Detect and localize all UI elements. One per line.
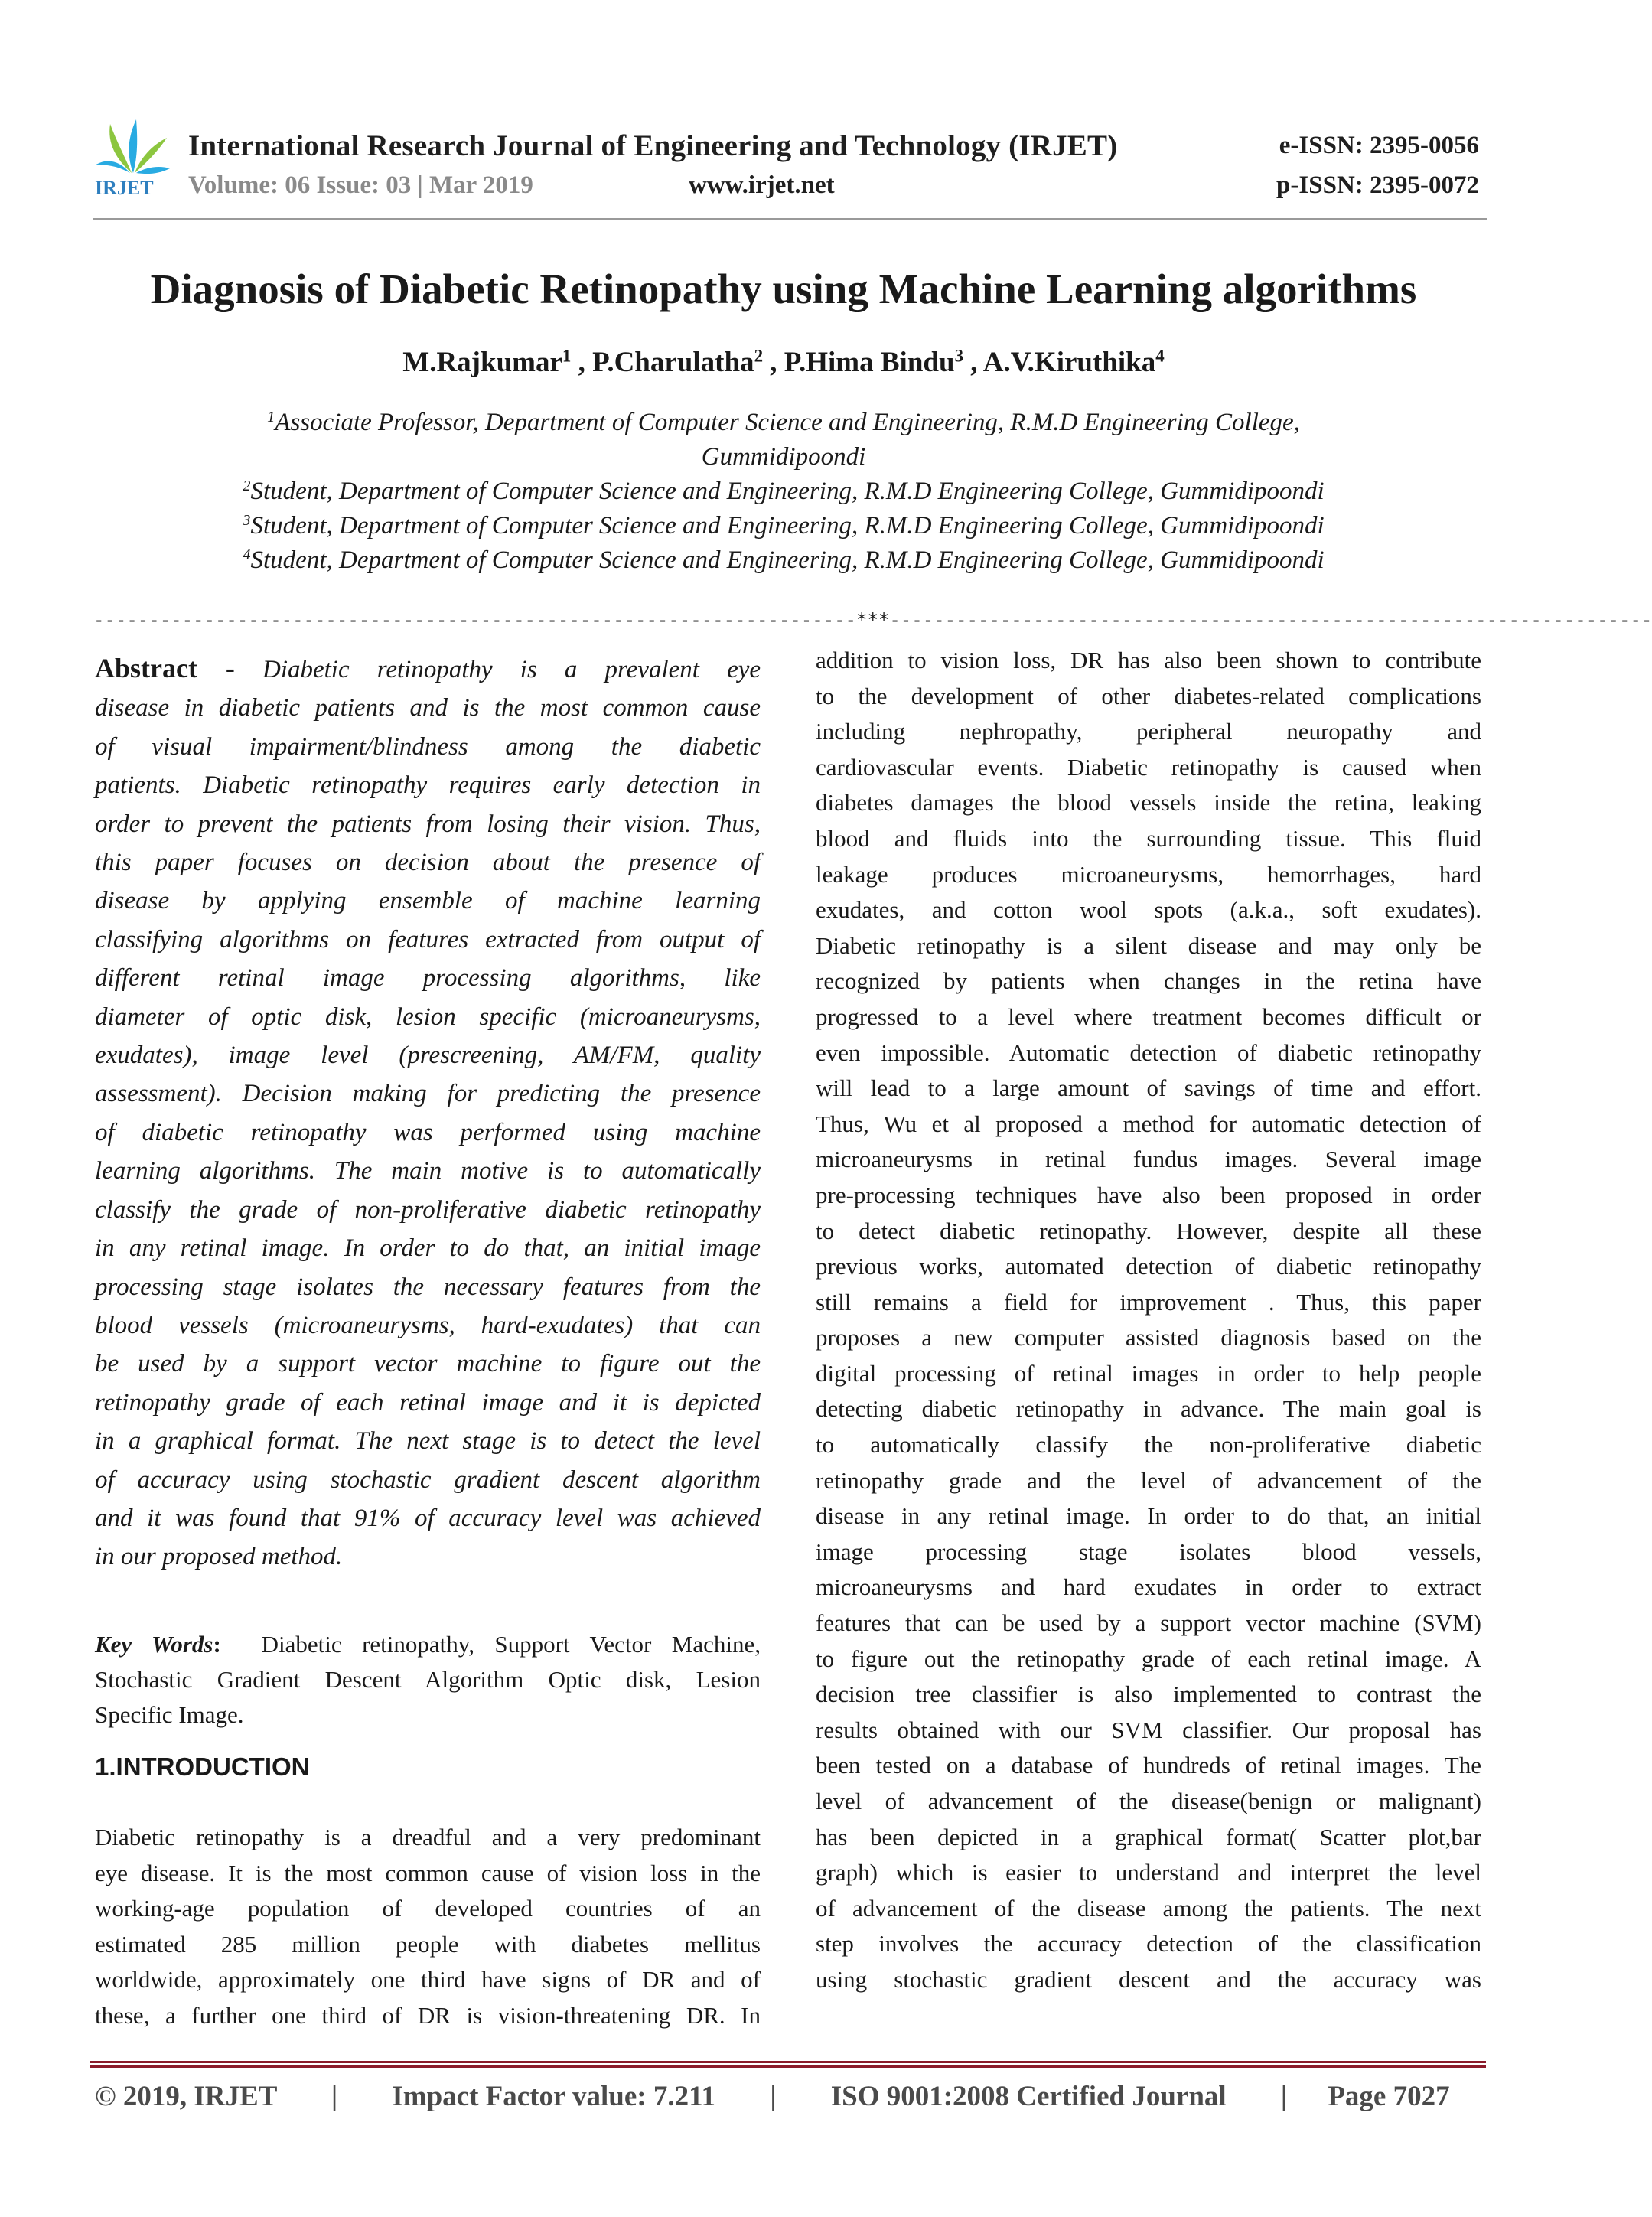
body-line: to detect diabetic retinopathy. However, despite all these: [816, 1217, 1481, 1244]
body-line: to the development of other diabetes-related complications: [816, 682, 1481, 709]
journal-title: International Research Journal of Engineering and Technology (IRJET): [188, 129, 1118, 162]
body-line: pre-processing techniques have also been proposed in order: [816, 1181, 1481, 1208]
body-line: detecting diabetic retinopathy in advance. The main goal is: [816, 1395, 1481, 1423]
body-line: exudates, and cotton wool spots (a.k.a., soft exudates).: [816, 896, 1481, 924]
affiliation-text: Student, Department of Computer Science and Engineering, R.M.D Engineering College, Gummidipoondi: [250, 546, 1325, 574]
abstract-line: classifying algorithms on features extracted from output of: [95, 925, 761, 954]
intro-line: working-age population of developed countries of an: [95, 1895, 761, 1922]
abstract-line: in our proposed method.: [95, 1543, 343, 1571]
irjet-logo-icon: [93, 113, 171, 199]
abstract-line: be used by a support vector machine to figure out the: [95, 1350, 761, 1378]
body-line: blood and fluids into the surrounding tissue. This fluid: [816, 824, 1481, 852]
body-line: of advancement of the disease among the patients. The next: [816, 1894, 1481, 1922]
abstract-block: [95, 649, 761, 1576]
body-line: leakage produces microaneurysms, hemorrhages, hard: [816, 860, 1481, 888]
affiliation-2: [115, 474, 1452, 509]
page-footer: [95, 2080, 1487, 2113]
intro-line: estimated 285 million people with diabetes mellitus: [95, 1930, 761, 1958]
introduction-heading: 1.INTRODUCTION: [95, 1752, 310, 1781]
abstract-line: retinopathy grade of each retinal image and it is depicted: [95, 1388, 761, 1417]
body-line: retinopathy grade and the level of advancement of the: [816, 1466, 1481, 1494]
introduction-continued: [816, 643, 1481, 1998]
intro-line: eye disease. It is the most common cause of vision loss in the: [95, 1859, 761, 1886]
abstract-line: of visual impairment/blindness among the diabetic: [95, 732, 761, 761]
footer-separator: |: [770, 2081, 777, 2112]
abstract-line: patients. Diabetic retinopathy requires early detection in: [95, 771, 761, 800]
body-line: recognized by patients when changes in the retina have: [816, 967, 1481, 995]
body-line: features that can be used by a support vector machine (SVM): [816, 1609, 1481, 1637]
abstract-line: classify the grade of non-proliferative diabetic retinopathy: [95, 1195, 761, 1224]
p-issn: p-ISSN: 2395-0072: [1276, 171, 1479, 199]
affiliation-mark: 3: [243, 511, 251, 529]
body-line: to figure out the retinopathy grade of each retinal image. A: [816, 1645, 1481, 1672]
body-line: image processing stage isolates blood vessels,: [816, 1537, 1481, 1565]
abstract-line: diameter of optic disk, lesion specific (microaneurysms,: [95, 1003, 761, 1031]
body-line: diabetes damages the blood vessels inside the retina, leaking: [816, 789, 1481, 817]
abstract-line: and it was found that 91% of accuracy level was achieved: [95, 1504, 761, 1532]
body-line: progressed to a level where treatment becomes difficult or: [816, 1003, 1481, 1030]
body-line: step involves the accuracy detection of the classification: [816, 1930, 1481, 1958]
abstract-line: disease in diabetic patients and is the most common cause: [95, 694, 761, 722]
body-line: using stochastic gradient descent and the accuracy was: [816, 1965, 1481, 1993]
author-name: P.Charulatha: [592, 347, 754, 378]
affiliation-text: Student, Department of Computer Science and Engineering, R.M.D Engineering College, Gummidipoondi: [250, 478, 1325, 505]
header-divider: [93, 218, 1487, 220]
abstract-line: Abstract - Diabetic retinopathy is a prevalent eye: [95, 653, 761, 683]
author-name: P.Hima Bindu: [784, 347, 955, 378]
svg-text:IRJET: IRJET: [95, 177, 154, 199]
author-list: M.Rajkumar$^1$ , P.Charulatha$^2$ , P.Hima Bindu$^3$ , A.V.Kiruthika$^4$: [402, 346, 1165, 378]
abstract-line: order to prevent the patients from losing their vision. Thus,: [95, 810, 761, 838]
affiliation-1-cont: Gummidipoondi: [701, 443, 866, 471]
abstract-line: blood vessels (microaneurysms, hard-exudates) that can: [95, 1311, 761, 1339]
abstract-line: in any retinal image. In order to do that, an initial image: [95, 1234, 761, 1263]
introduction-text: [95, 1820, 761, 2034]
keywords-label: Key Words: [95, 1631, 213, 1658]
impact-factor: Impact Factor value: 7.211: [392, 2081, 716, 2112]
body-line: Thus, Wu et al proposed a method for automatic detection of: [816, 1110, 1481, 1137]
body-line: disease in any retinal image. In order to do that, an initial: [816, 1502, 1481, 1530]
body-line: cardiovascular events. Diabetic retinopathy is caused when: [816, 753, 1481, 781]
affiliation-1: [115, 406, 1452, 440]
abstract-line: assessment). Decision making for predicting the presence: [95, 1080, 761, 1108]
intro-line: these, a further one third of DR is vision-threatening DR. In: [95, 2001, 761, 2029]
body-line: previous works, automated detection of diabetic retinopathy: [816, 1253, 1481, 1280]
abstract-line: this paper focuses on decision about the presence of: [95, 849, 761, 877]
affiliation-mark: 2: [243, 477, 251, 494]
keywords-line: Specific Image.: [95, 1701, 244, 1728]
paper-title: Diagnosis of Diabetic Retinopathy using Machine Learning algorithms: [150, 266, 1417, 312]
body-line: including nephropathy, peripheral neuropathy and: [816, 718, 1481, 745]
abstract-line: learning algorithms. The main motive is to automatically: [95, 1157, 761, 1185]
author-name: M.Rajkumar: [402, 347, 562, 378]
affiliation-4: [115, 543, 1452, 578]
keywords: [95, 1627, 761, 1733]
body-line: still remains a field for improvement . Thus, this paper: [816, 1288, 1481, 1316]
author-name: A.V.Kiruthika: [982, 347, 1156, 378]
abstract-line: different retinal image processing algorithms, like: [95, 964, 761, 993]
abstract-line: in a graphical format. The next stage is to detect the level: [95, 1427, 761, 1456]
iso-certification: ISO 9001:2008 Certified Journal: [830, 2081, 1227, 2112]
author-affiliation-mark: 1: [562, 346, 572, 366]
intro-line: worldwide, approximately one third have signs of DR and of: [95, 1966, 761, 1994]
abstract-heading: Abstract -: [95, 653, 235, 683]
affiliation-3: [115, 509, 1452, 543]
irjet-logo: [93, 113, 171, 199]
body-line: Diabetic retinopathy is a silent disease and may only be: [816, 931, 1481, 959]
body-line: digital processing of retinal images in order to help people: [816, 1359, 1481, 1387]
affiliation-mark: 1: [267, 408, 275, 425]
body-line: has been depicted in a graphical format( Scatter plot,bar: [816, 1823, 1481, 1850]
affiliation-text: Student, Department of Computer Science and Engineering, R.M.D Engineering College, Gummidipoondi: [250, 512, 1325, 540]
body-line: results obtained with our SVM classifier. Our proposal has: [816, 1716, 1481, 1743]
body-line: even impossible. Automatic detection of diabetic retinopathy: [816, 1038, 1481, 1066]
body-line: microaneurysms in retinal fundus images. Several image: [816, 1146, 1481, 1173]
footer-separator: |: [331, 2081, 338, 2112]
keywords-line: Key Words: Diabetic retinopathy, Support Vector Machine,: [95, 1631, 761, 1658]
body-line: microaneurysms and hard exudates in order to extract: [816, 1573, 1481, 1601]
author-affiliation-mark: 3: [954, 346, 964, 366]
body-line: will lead to a large amount of savings of time and effort.: [816, 1074, 1481, 1102]
abstract-line: disease by applying ensemble of machine learning: [95, 887, 761, 915]
body-line: to automatically classify the non-proliferative diabetic: [816, 1431, 1481, 1459]
affiliations: [115, 406, 1452, 578]
abstract-line: of diabetic retinopathy was performed using machine: [95, 1118, 761, 1146]
abstract-line: processing stage isolates the necessary features from the: [95, 1273, 761, 1301]
abstract-line: of accuracy using stochastic gradient descent algorithm: [95, 1466, 761, 1494]
body-line: addition to vision loss, DR has also been shown to contribute: [816, 647, 1481, 673]
author-affiliation-mark: 4: [1155, 346, 1165, 366]
e-issn: e-ISSN: 2395-0056: [1279, 132, 1479, 159]
body-line: decision tree classifier is also implemented to contrast the: [816, 1681, 1481, 1708]
keywords-line: Stochastic Gradient Descent Algorithm Optic disk, Lesion: [95, 1666, 761, 1693]
copyright: © 2019, IRJET: [95, 2081, 277, 2112]
intro-line: Diabetic retinopathy is a dreadful and a very predominant: [95, 1824, 761, 1850]
footer-rule: [90, 2061, 1486, 2063]
body-line: proposes a new computer assisted diagnosis based on the: [816, 1324, 1481, 1351]
journal-website[interactable]: www.irjet.net: [689, 171, 835, 199]
volume-issue: Volume: 06 Issue: 03 | Mar 2019: [188, 171, 533, 199]
page-number: Page 7027: [1328, 2081, 1450, 2112]
affiliation-text: Associate Professor, Department of Computer Science and Engineering, R.M.D Engineering College,: [275, 409, 1300, 436]
body-line: graph) which is easier to understand and interpret the level: [816, 1859, 1481, 1886]
footer-rule: [90, 2065, 1486, 2068]
abstract-text: [95, 649, 761, 1576]
footer-separator: |: [1280, 2081, 1288, 2112]
body-line: level of advancement of the disease(benign or malignant): [816, 1788, 1481, 1814]
section-separator: ---------------------------------------------------------------------***---------------------------------------------------------------------: [93, 609, 1652, 631]
affiliation-mark: 4: [243, 546, 251, 563]
body-line: been tested on a database of hundreds of retinal images. The: [816, 1752, 1481, 1779]
author-affiliation-mark: 2: [754, 346, 764, 366]
abstract-line: exudates), image level (prescreening, AM/FM, quality: [95, 1042, 761, 1070]
